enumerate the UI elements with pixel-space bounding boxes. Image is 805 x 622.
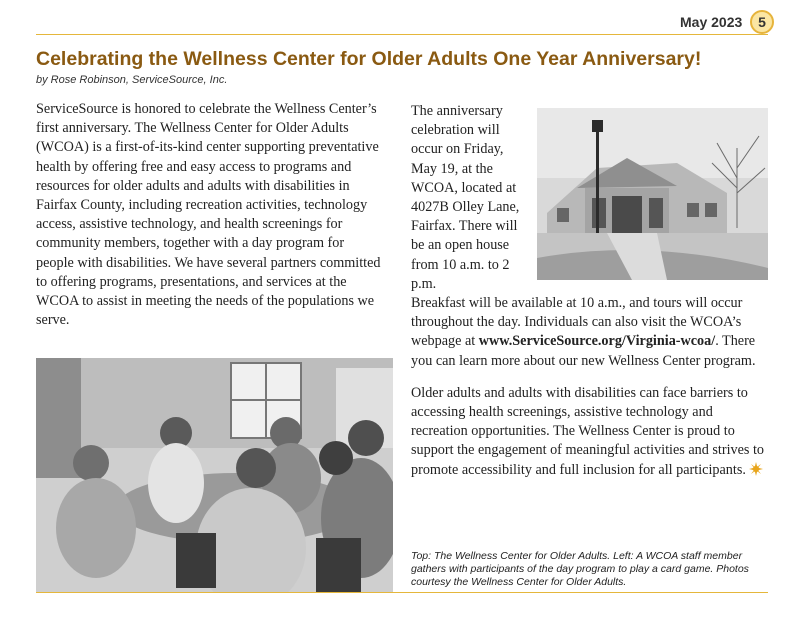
intro-paragraph: ServiceSource is honored to celebrate the Wellness Center’s first anniversary. The Wellness Center for Older Adults (WCOA) is a first-of-its-kind center supporting preventative health by offering free and easy access to programs and resources for older adults and adults with disabilities in Fairfax County, including recreation activities, technology access, assistive technology, and health screenings for community members, together with a day program for people with disabilities. We have several partners committed to offering programs, presentations, and services at the WCOA to assist in meeting the needs of the populations we serve. [36,101,381,329]
celebration-text-a: Breakfast will be available at 10 a.m., and tours will occur throughout the day. Individuals can also visit the WCOA’s webpage at [411,295,743,350]
celebration-paragraph-continued [411,294,771,371]
building-photo [537,108,768,280]
article-title: Celebrating the Wellness Center for Older Adults One Year Anniversary! [36,48,702,70]
celebration-paragraph: The anniversary celebration will occur on Friday, May 19, at the WCOA, located at 4027B Olley Lane, Fairfax. There will be an open house from 10 a.m. to 2 p.m. [411,103,520,292]
footer-rule [36,592,768,593]
card-game-photo [36,358,393,592]
photo-caption: Top: The Wellness Center for Older Adults. Left: A WCOA staff member gathers with participants of the day program to play a card game. Photos courtesy the Wellness Center for Older Adults. [411,550,749,588]
accessibility-paragraph [411,384,771,482]
sun-icon [749,462,763,482]
article-column-right-top [411,102,529,294]
issue-date: May 2023 [680,14,743,30]
celebration-text-b: . There you can learn more about our new Wellness Center program. [411,333,756,369]
webpage-link[interactable]: www.ServiceSource.org/Virginia-wcoa/ [478,333,716,350]
article-byline: by Rose Robinson, ServiceSource, Inc. [36,74,228,86]
page-number-badge: 5 [750,10,774,34]
accessibility-text: Older adults and adults with disabilities can face barriers to accessing health screenings, assistive technology and recreation opportunities. The Wellness Center is proud to support the engagement of meaningful activities and strives to promote accessibility and full inclusion for all participants. [411,384,765,478]
header-rule [36,34,768,35]
article-column-left [36,100,381,330]
article-column-right-bottom [411,294,771,482]
